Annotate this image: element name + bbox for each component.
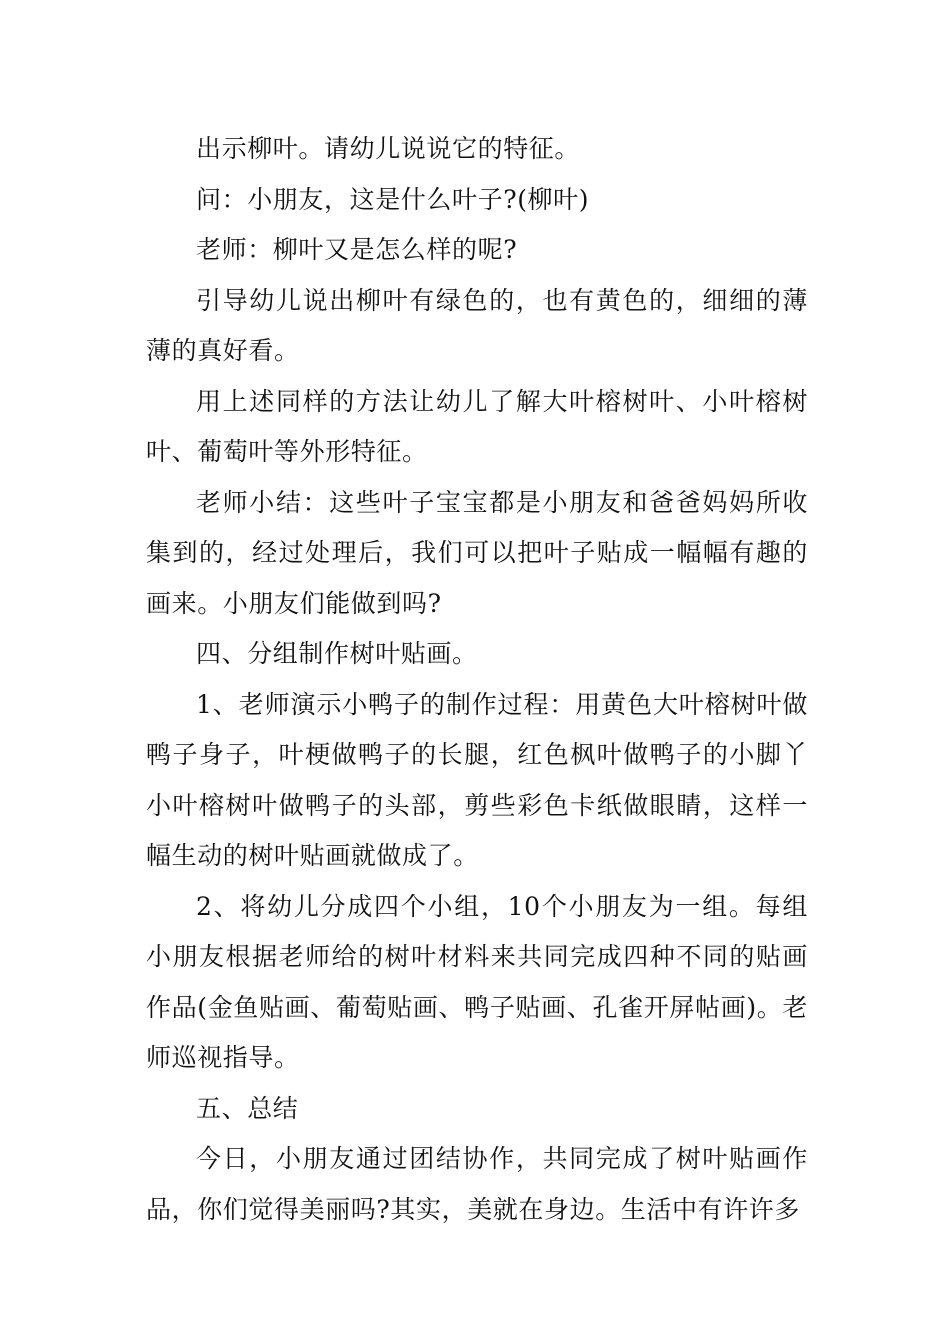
document-body: [146, 124, 808, 1235]
paragraph-guide-description: 引导幼儿说出柳叶有绿色的，也有黄色的，细细的薄薄的真好看。: [146, 285, 808, 365]
paragraph-step-2-groups: 2、将幼儿分成四个小组，10个小朋友为一组。每组小朋友根据老师给的树叶材料来共同完成四种不同的贴画作品(金鱼贴画、葡萄贴画、鸭子贴画、孔雀开屏帖画)。老师巡视指导。: [146, 891, 808, 1072]
paragraph-conclusion: 今日，小朋友通过团结协作，共同完成了树叶贴画作品，你们觉得美丽吗?其实，美就在身边。生活中有许许多: [146, 1144, 808, 1224]
paragraph-teacher-question: 老师：柳叶又是怎么样的呢?: [196, 235, 518, 264]
paragraph-step-1-duck-demo: 1、老师演示小鸭子的制作过程：用黄色大叶榕树叶做鸭子身子，叶梗做鸭子的长腿，红色枫叶做鸭子的小脚丫小叶榕树叶做鸭子的头部，剪些彩色卡纸做眼睛，这样一幅生动的树叶贴画就做成了。: [146, 689, 808, 870]
paragraph-show-willow-leaf: 出示柳叶。请幼儿说说它的特征。: [196, 134, 581, 163]
paragraph-teacher-summary: 老师小结：这些叶子宝宝都是小朋友和爸爸妈妈所收集到的，经过处理后，我们可以把叶子贴成一幅幅有趣的画来。小朋友们能做到吗?: [146, 487, 808, 618]
section-heading-summary: 五、总结: [196, 1093, 299, 1123]
section-heading-group-making: 四、分组制作树叶贴画。: [196, 639, 478, 668]
paragraph-same-method: 用上述同样的方法让幼儿了解大叶榕树叶、小叶榕树叶、葡萄叶等外形特征。: [146, 386, 808, 466]
paragraph-question-what-leaf: 问：小朋友，这是什么叶子?(柳叶): [196, 184, 590, 214]
